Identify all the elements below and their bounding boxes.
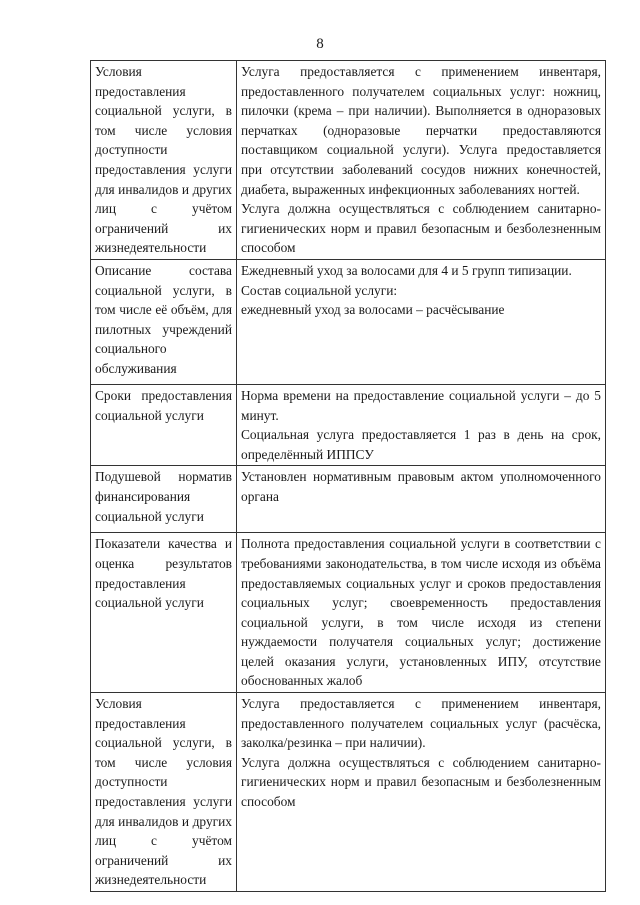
content-paragraph: Установлен нормативным правовым актом уполномоченного органа (241, 469, 601, 504)
content-paragraph: Услуга должна осуществляться с соблюдением санитарно-гигиенических норм и правил безопасным и безболезненным способом (241, 754, 601, 810)
row-label: Сроки предоставления социальной услуги (91, 384, 237, 465)
content-paragraph: Полнота предоставления социальной услуги в соответствии с требованиями законодательства, в том числе исходя из объёма предоставляемых социальных услуг и сроков предоставления социальных услуг; своевременность предоставления социальной услуги, в том числе исходя из степени нуждаемости получателя социальных услуг; достижение целей оказания услуги, установленных ИПУ, отсутствие обоснованных жалоб (241, 536, 601, 689)
row-content (237, 61, 606, 260)
table-row (91, 533, 606, 693)
content-paragraph: Ежедневный уход за волосами для 4 и 5 групп типизации. (241, 262, 572, 278)
table-row (91, 259, 606, 384)
table-row (91, 693, 606, 892)
service-table (90, 60, 606, 892)
content-paragraph: Услуга должна осуществляться с соблюдением санитарно-гигиенических норм и правил безопасным и безболезненным способом (241, 201, 601, 256)
content-paragraph: Услуга предоставляется с применением инвентаря, предоставленного получателем социальных услуг (расчёска, заколка/резинка – при наличии). (241, 696, 601, 751)
content-paragraph: Состав социальной услуги: (241, 282, 398, 298)
content-paragraph: Социальная услуга предоставляется 1 раз в день на срок, определённый ИППСУ (241, 427, 601, 462)
content-paragraph: ежедневный уход за волосами – расчёсывание (241, 302, 505, 318)
row-label: Показатели качества и оценка результатов предоставления социальной услуги (91, 533, 237, 693)
row-label: Подушевой норматив финансирования социальной услуги (91, 466, 237, 533)
row-label: Описание состава социальной услуги, в том числе её объём, для пилотных учреждений социального обслуживания (91, 259, 237, 384)
page-number: 8 (316, 36, 324, 52)
row-label: Условия предоставления социальной услуги, в том числе условия доступности предоставления услуги для инвалидов и других лиц с учётом ограничений их жизнедеятельности (91, 693, 237, 892)
row-content (237, 384, 606, 465)
row-label: Условия предоставления социальной услуги, в том числе условия доступности предоставления услуги для инвалидов и других лиц с учётом ограничений их жизнедеятельности (91, 61, 237, 260)
content-paragraph: Услуга предоставляется с применением инвентаря, предоставленного получателем социальных услуг: ножниц, пилочки (крема – при наличии). Выполняется в одноразовых перчатках (одноразовые перчатки предоставляются поставщиком социальной услуги). Услуга предоставляется при отсутствии заболеваний сосудов нижних конечностей, диабета, выраженных инфекционных заболеваниях ногтей. (241, 64, 601, 197)
row-content (237, 259, 606, 384)
table-row (91, 384, 606, 465)
row-content (237, 466, 606, 533)
content-paragraph: Норма времени на предоставление социальной услуги – до 5 минут. (241, 387, 601, 423)
row-content (237, 533, 606, 693)
row-content (237, 693, 606, 892)
table-row (91, 466, 606, 533)
table-row (91, 61, 606, 260)
